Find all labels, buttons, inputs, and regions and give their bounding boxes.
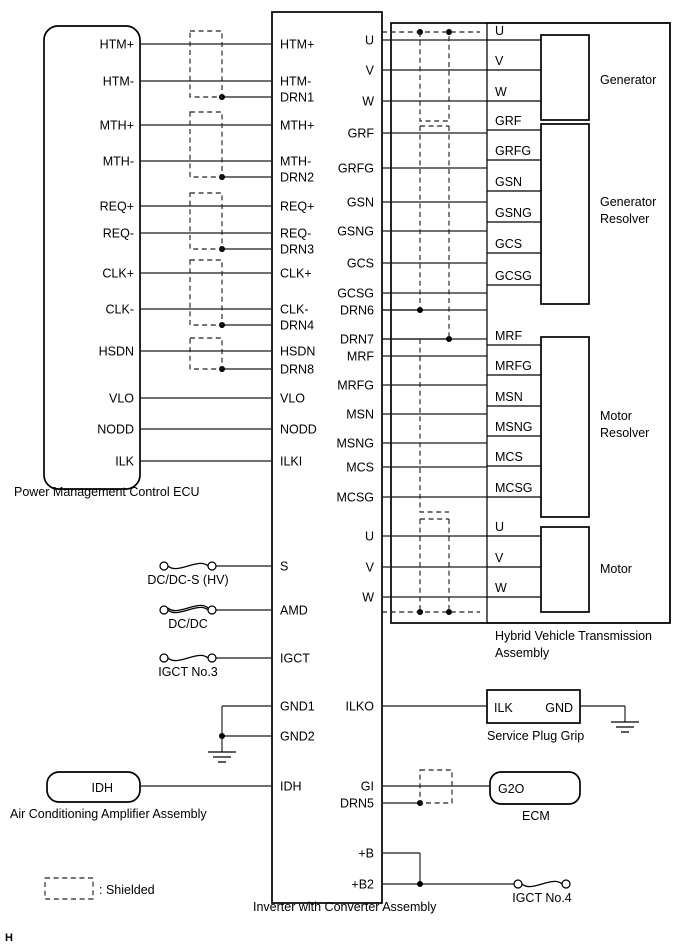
inverter-left-pin-hsdn: HSDN <box>280 344 316 359</box>
inverter-right-pin-drn6: DRN6 <box>339 303 374 318</box>
inverter-right-pin-w: W <box>362 94 374 109</box>
hv-transmission-assembly-box <box>391 23 670 623</box>
switch-blade-dc-dc-s-hv[interactable] <box>168 563 208 568</box>
generator-box <box>541 35 589 120</box>
switch-terminal-right-igct-no4[interactable] <box>562 880 570 888</box>
inverter-right-pin-gsng: GSNG <box>337 224 374 239</box>
hvt-pin-w: W <box>495 85 507 99</box>
motor-resolver-box <box>541 337 589 517</box>
switch-label-dc-dc: DC/DC <box>168 617 208 631</box>
switch-label-igct-no4: IGCT No.4 <box>512 891 572 905</box>
corner-mark: H <box>5 932 13 944</box>
inverter-left-pin-drn4: DRN4 <box>280 318 315 333</box>
hvt-caption-line1: Hybrid Vehicle Transmission <box>495 629 653 643</box>
shield-box-mth <box>190 112 222 177</box>
inverter-right-pin-u: U <box>364 33 374 48</box>
hvt-pin-gcsg: GCSG <box>495 269 532 283</box>
hvt-caption-line2: Assembly <box>495 646 550 660</box>
ecu-pin-label-vlo: VLO <box>108 391 134 406</box>
inverter-caption: Inverter with Converter Assembly <box>253 900 437 914</box>
inverter-left-pin-drn2: DRN2 <box>280 170 315 185</box>
hvt-pin-mrfg: MRFG <box>495 359 532 373</box>
motor-label: Motor <box>600 562 632 576</box>
hvt-pin-gcs: GCS <box>495 237 523 251</box>
inverter-right-pin-grf: GRF <box>347 126 374 141</box>
inverter-left-pin-req: REQ- <box>280 226 312 241</box>
inverter-right-pin-mcs: MCS <box>346 460 374 475</box>
inverter-right-pin-gsn: GSN <box>346 195 374 210</box>
hvt-pin-gsng: GSNG <box>495 206 532 220</box>
ecu-pin-label-req: REQ+ <box>99 199 134 214</box>
shield-box-motor-resolver <box>420 339 449 512</box>
ecu-pin-label-htm: HTM+ <box>99 37 134 52</box>
generator-resolver-box <box>541 124 589 304</box>
service-plug-grip-pin-ilk: ILK <box>494 701 513 715</box>
ecm-caption: ECM <box>522 809 550 823</box>
inverter-left-pin-drn3: DRN3 <box>280 242 315 257</box>
inverter-right-pin-drn5: DRN5 <box>339 796 374 811</box>
motor-resolver-label-1: Motor <box>600 409 632 423</box>
hvt-pin-mcsg: MCSG <box>495 481 533 495</box>
generator-resolver-label-1: Generator <box>600 195 657 209</box>
switch-blade-igct-no3[interactable] <box>168 655 208 660</box>
inverter-right-pin-drn7: DRN7 <box>339 332 374 347</box>
ecu-pin-label-req: REQ- <box>102 226 134 241</box>
generator-resolver-label-2: Resolver <box>600 212 650 226</box>
switch-terminal-right-igct-no3[interactable] <box>208 654 216 662</box>
inverter-right-pin-mrfg: MRFG <box>337 378 374 393</box>
hvt-pin-u: U <box>495 24 505 38</box>
inverter-left-pin-req: REQ+ <box>280 199 315 214</box>
switch-terminal-left-dc-dc[interactable] <box>160 606 168 614</box>
service-plug-grip-pin-gnd: GND <box>545 701 573 715</box>
inverter-right-pin-v: V <box>365 63 374 78</box>
switch-terminal-right-dc-dc[interactable] <box>208 606 216 614</box>
switch-label-dc-dc-s-hv: DC/DC-S (HV) <box>147 573 229 587</box>
hvt-pin-mrf: MRF <box>495 329 523 343</box>
ecu-pin-label-clk: CLK- <box>105 302 134 317</box>
shielded-legend-symbol <box>45 878 93 899</box>
switch-label-igct-no3: IGCT No.3 <box>158 665 218 679</box>
ecu-pin-label-ilk: ILK <box>115 454 134 469</box>
plusb2-junction-dot <box>417 881 423 887</box>
hv-transmission-terminal-column <box>487 23 670 623</box>
inverter-right-pin-msng: MSNG <box>336 436 374 451</box>
hvt-pin-grf: GRF <box>495 114 522 128</box>
inverter-right-pin-gi: GI <box>360 779 374 794</box>
switch-terminal-left-igct-no4[interactable] <box>514 880 522 888</box>
hvt-pin-w: W <box>495 581 507 595</box>
inverter-left-pin-mth: MTH+ <box>280 118 315 133</box>
ecm-pin-g2o: G2O <box>498 782 525 796</box>
inverter-left-pin-nodd: NODD <box>280 422 317 437</box>
shield-box-hsdn <box>190 338 222 369</box>
shield-box-generator-uvw <box>420 32 449 121</box>
ecu-pin-label-htm: HTM- <box>102 74 134 89</box>
hvt-pin-grfg: GRFG <box>495 144 532 158</box>
switch-terminal-left-dc-dc-s-hv[interactable] <box>160 562 168 570</box>
inverter-left-pin-gnd2: GND2 <box>280 729 315 744</box>
inverter-right-pin-ilko: ILKO <box>345 699 374 714</box>
motor-box <box>541 527 589 612</box>
ecu-pin-label-clk: CLK+ <box>102 266 134 281</box>
inverter-right-pin-u: U <box>364 529 374 544</box>
label-layer <box>97 24 532 892</box>
hvt-pin-msng: MSNG <box>495 420 533 434</box>
hvt-pin-v: V <box>495 551 504 565</box>
ecu-pin-label-hsdn: HSDN <box>98 344 134 359</box>
inverter-left-pin-htm: HTM- <box>280 74 312 89</box>
inverter-right-pin-grfg: GRFG <box>337 161 374 176</box>
ecu-pin-label-mth: MTH+ <box>99 118 134 133</box>
generator-label: Generator <box>600 73 657 87</box>
hvt-pin-msn: MSN <box>495 390 523 404</box>
inverter-left-pin-drn1: DRN1 <box>280 90 315 105</box>
motor-resolver-label-2: Resolver <box>600 426 650 440</box>
inverter-right-pin-gcsg: GCSG <box>337 286 374 301</box>
hvt-pin-v: V <box>495 54 504 68</box>
hvt-pin-u: U <box>495 520 505 534</box>
inverter-left-pin-igct: IGCT <box>280 651 310 666</box>
shield-box-req <box>190 193 222 249</box>
inverter-left-pin-gnd1: GND1 <box>280 699 315 714</box>
shield-box-htm <box>190 31 222 97</box>
inverter-left-pin-idh: IDH <box>280 779 302 794</box>
inverter-right-pin-v: V <box>365 560 374 575</box>
ecu-pin-label-nodd: NODD <box>97 422 134 437</box>
hvt-pin-mcs: MCS <box>495 450 523 464</box>
switch-terminal-right-dc-dc-s-hv[interactable] <box>208 562 216 570</box>
inverter-left-pin-clk: CLK+ <box>280 266 312 281</box>
switch-blade-igct-no4[interactable] <box>522 881 562 886</box>
inverter-left-pin-ilki: ILKI <box>280 454 303 469</box>
inverter-right-pin-b2: +B2 <box>351 877 374 892</box>
ac-amplifier-caption: Air Conditioning Amplifier Assembly <box>10 807 207 821</box>
inverter-left-pin-clk: CLK- <box>280 302 309 317</box>
inverter-left-pin-s: S <box>280 559 289 574</box>
inverter-left-pin-htm: HTM+ <box>280 37 315 52</box>
shield-layer <box>190 31 480 803</box>
inverter-left-pin-vlo: VLO <box>280 391 306 406</box>
hvt-pin-gsn: GSN <box>495 175 523 189</box>
switch-terminal-left-igct-no3[interactable] <box>160 654 168 662</box>
power-management-control-ecu-box <box>44 26 140 489</box>
inverter-left-pin-drn8: DRN8 <box>280 362 315 377</box>
pm-ecu-caption: Power Management Control ECU <box>14 485 200 499</box>
ac-amplifier-pin-idh: IDH <box>91 781 113 795</box>
shielded-legend-label: : Shielded <box>99 883 155 897</box>
service-plug-grip-caption: Service Plug Grip <box>487 729 585 743</box>
inverter-right-pin-mrf: MRF <box>346 349 374 364</box>
inverter-right-pin-w: W <box>362 590 374 605</box>
inverter-right-pin-gcs: GCS <box>346 256 374 271</box>
inverter-left-pin-amd: AMD <box>280 603 308 618</box>
shield-box-clk <box>190 260 222 325</box>
inverter-right-pin-mcsg: MCSG <box>336 490 374 505</box>
inverter-right-pin-msn: MSN <box>346 407 374 422</box>
inverter-right-pin-b: +B <box>358 846 374 861</box>
inverter-left-pin-mth: MTH- <box>280 154 312 169</box>
ecu-pin-label-mth: MTH- <box>102 154 134 169</box>
